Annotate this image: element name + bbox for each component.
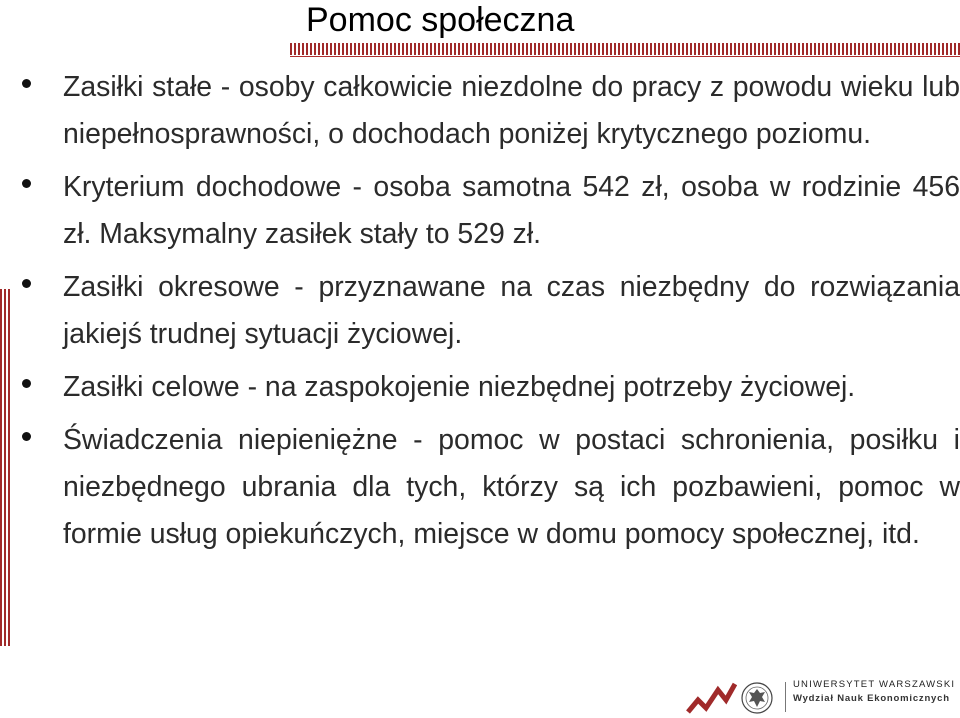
list-item [20, 364, 960, 411]
logo-text [793, 678, 955, 706]
logo-university-name: UNIWERSYTET WARSZAWSKI [793, 679, 956, 690]
bullet-icon [22, 279, 31, 288]
bullet-icon [22, 179, 31, 188]
title-underline [290, 56, 960, 57]
bullet-text: Zasiłki stałe - osoby całkowicie niezdolne do pracy z powodu wieku lub niepełnosprawności, o dochodach poniżej krytycznego poziomu. [63, 71, 960, 150]
bullet-list [20, 64, 960, 564]
university-logo [685, 676, 960, 718]
bullet-text: Świadczenia niepieniężne - pomoc w postaci schronienia, posiłku i niezbędnego ubrania dla tych, którzy są ich pozbawieni, pomoc w formie usług opiekuńczych, miejsce w domu pomocy społecznej, itd. [63, 424, 960, 550]
university-eagle-crest-icon [741, 680, 773, 716]
bullet-icon [22, 432, 31, 441]
bullet-text: Zasiłki okresowe - przyznawane na czas niezbędny do rozwiązania jakiejś trudnej sytuacji życiowej. [63, 271, 960, 350]
slide-title: Pomoc społeczna [306, 1, 575, 39]
list-item [20, 417, 960, 558]
bullet-text: Zasiłki celowe - na zaspokojenie niezbędnej potrzeby życiowej. [63, 371, 856, 403]
logo-faculty-name: Wydział Nauk Ekonomicznych [793, 693, 950, 704]
zigzag-chart-mark-icon [685, 678, 737, 716]
bullet-icon [22, 379, 31, 388]
title-decorative-rule [290, 43, 960, 55]
list-item [20, 264, 960, 358]
bullet-icon [22, 79, 31, 88]
list-item [20, 164, 960, 258]
list-item [20, 64, 960, 158]
logo-divider [785, 682, 786, 712]
bullet-text: Kryterium dochodowe - osoba samotna 542 zł, osoba w rodzinie 456 zł. Maksymalny zasiłek stały to 529 zł. [63, 171, 960, 250]
left-decorative-bar [0, 289, 10, 646]
